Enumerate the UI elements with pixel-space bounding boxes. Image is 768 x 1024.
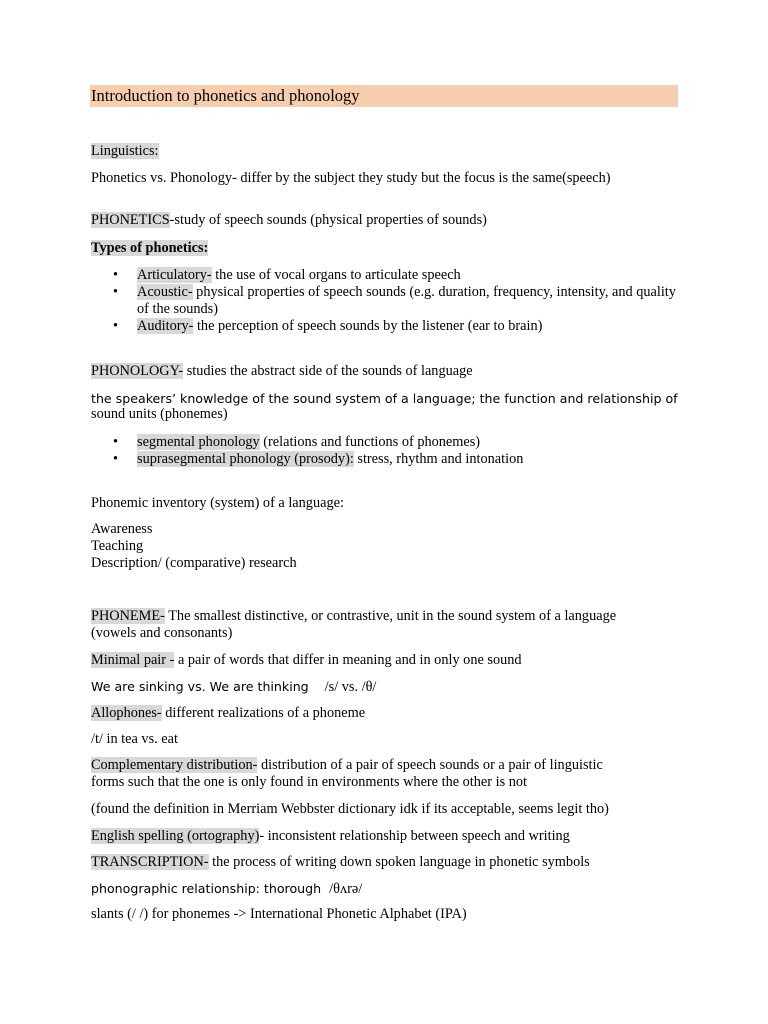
allophone-example: /t/ in tea vs. eat (91, 731, 178, 747)
phoneme-definition (91, 608, 616, 625)
transcription-def: the process of writing down spoken language in phonetic symbols (208, 854, 590, 870)
list-item (91, 451, 683, 468)
list-item (91, 284, 683, 318)
item-def: physical properties of speech sounds (e.g. duration, frequency, intensity, and quality of the sounds) (137, 284, 676, 317)
page-title: Introduction to phonetics and phonology (90, 85, 678, 107)
phonetics-vs-phonology: Phonetics vs. Phonology- differ by the subject they study but the focus is the same(speech) (91, 170, 611, 186)
transcription-definition (91, 854, 590, 871)
minimal-pair-example (91, 678, 376, 696)
inventory-item: Description/ (comparative) research (91, 555, 297, 571)
bullet-icon: • (113, 267, 119, 283)
bullet-icon: • (113, 318, 119, 334)
complementary-term: Complementary distribution- (91, 757, 258, 773)
item-def: (relations and functions of phonemes) (259, 434, 481, 450)
speakers-knowledge-line-1: the speakers’ knowledge of the sound system of a language; the function and relationship of (91, 391, 678, 406)
minimal-pair-term: Minimal pair - (91, 652, 175, 668)
inventory-item: Awareness (91, 521, 153, 537)
list-item (91, 318, 683, 335)
phonetics-types-list (91, 267, 683, 335)
speakers-knowledge-line-2: sound units (phonemes) (91, 406, 228, 422)
spelling-term: English spelling (ortography) (91, 828, 260, 844)
bullet-icon: • (113, 434, 119, 450)
item-term: suprasegmental phonology (prosody): (137, 451, 354, 467)
complementary-definition (91, 757, 603, 774)
spelling-definition (91, 828, 570, 845)
minimal-pair-def: a pair of words that differ in meaning and in only one sound (174, 652, 522, 668)
minimal-example-words: We are sinking vs. We are thinking (91, 679, 309, 694)
transcription-term: TRANSCRIPTION- (91, 854, 209, 870)
minimal-pair-definition (91, 652, 522, 669)
list-item (91, 267, 683, 284)
linguistics-label-text: Linguistics: (91, 143, 159, 159)
allophones-def: different realizations of a phoneme (161, 705, 366, 721)
types-heading (91, 240, 208, 257)
phonographic-relationship (91, 880, 362, 898)
bullet-icon: • (113, 451, 119, 467)
phoneme-term: PHONEME- (91, 608, 165, 624)
item-def: the use of vocal organs to articulate speech (211, 267, 461, 283)
list-item (91, 434, 683, 451)
phonographic-symbols: /θʌrə/ (329, 881, 363, 897)
phonetics-def: -study of speech sounds (physical properties of sounds) (169, 212, 487, 228)
phonographic-text: phonographic relationship: thorough (91, 881, 322, 896)
item-def: the perception of speech sounds by the listener (ear to brain) (193, 318, 543, 334)
linguistics-label (91, 143, 159, 160)
phonology-term: PHONOLOGY- (91, 363, 184, 379)
item-term: Articulatory- (137, 267, 212, 283)
phonology-def: studies the abstract side of the sounds of language (183, 363, 473, 379)
item-def: stress, rhythm and intonation (353, 451, 524, 467)
types-heading-text: Types of phonetics: (91, 240, 209, 256)
item-term: segmental phonology (137, 434, 260, 450)
complementary-definition-line-2: forms such that the one is only found in environments where the other is not (91, 774, 527, 790)
inventory-label: Phonemic inventory (system) of a language: (91, 495, 344, 511)
allophones-definition (91, 705, 365, 722)
allophones-term: Allophones- (91, 705, 162, 721)
inventory-item: Teaching (91, 538, 144, 554)
definition-note: (found the definition in Merriam Webbster dictionary idk if its acceptable, seems legit tho) (91, 801, 609, 817)
item-term: Acoustic- (137, 284, 193, 300)
phoneme-def: The smallest distinctive, or contrastive, unit in the sound system of a language (164, 608, 617, 624)
minimal-example-symbols: /s/ vs. /θ/ (324, 679, 377, 695)
phonetics-term: PHONETICS (91, 212, 170, 228)
phonology-definition (91, 363, 473, 380)
phonetics-definition (91, 212, 487, 229)
bullet-icon: • (113, 284, 119, 300)
spelling-def: - inconsistent relationship between speech and writing (259, 828, 570, 844)
phoneme-definition-line-2: (vowels and consonants) (91, 625, 233, 641)
phonology-types-list (91, 434, 683, 468)
slants-line: slants (/ /) for phonemes -> International Phonetic Alphabet (IPA) (91, 906, 467, 922)
item-term: Auditory- (137, 318, 194, 334)
complementary-def: distribution of a pair of speech sounds or a pair of linguistic (257, 757, 603, 773)
